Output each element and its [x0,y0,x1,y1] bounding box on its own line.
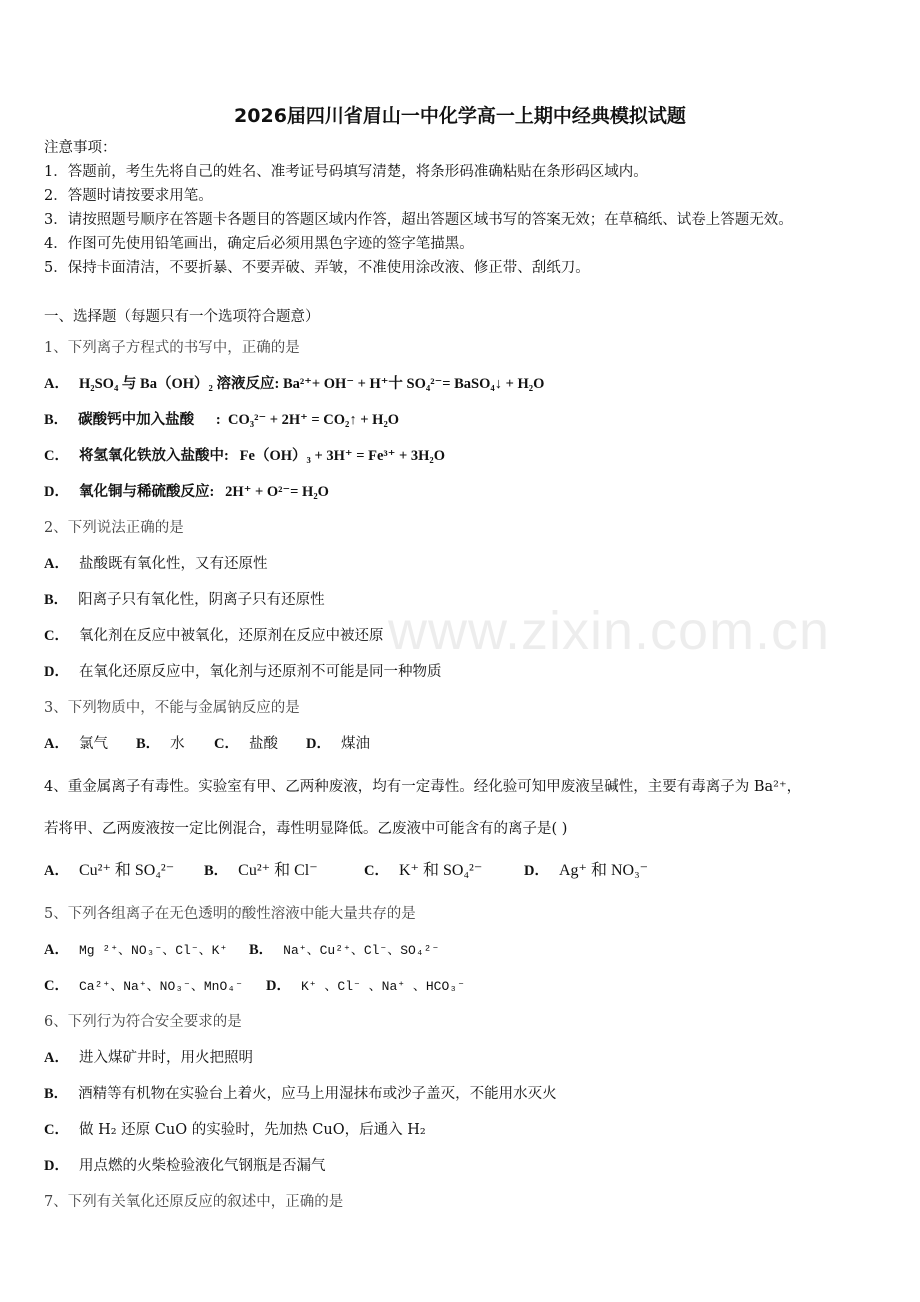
option-label: D． [306,736,331,752]
option-label: B． [44,412,69,428]
option-label: B． [44,1086,69,1102]
option-text: Na⁺、Cu²⁺、Cl⁻、SO₄²⁻ [283,943,440,958]
question-2-stem: 2、下列说法正确的是 [44,520,184,536]
page-title: 2026届四川省眉山一中化学高一上期中经典模拟试题 [234,105,686,127]
option-text: Cu²⁺ 和 SO₄²⁻ [78,862,175,879]
option-label: D． [44,664,69,680]
option-text: K⁺ 、Cl⁻ 、Na⁺ 、HCO₃⁻ [300,979,465,994]
option-label: C． [44,448,69,464]
question-2-option-c [44,626,383,646]
question-3-stem: 3、下列物质中，不能与金属钠反应的是 [44,700,300,716]
option-label: A． [44,863,69,879]
option-label: D． [44,484,69,500]
watermark: www.zixin.com.cn [388,601,831,661]
question-4-options [44,861,648,881]
option-text: Ag⁺ 和 NO₃⁻ [558,862,649,879]
option-text: Cu²⁺ 和 Cl⁻ [238,862,318,879]
option-text: 做 H₂ 还原 CuO 的实验时，先加热 CuO，后通入 H₂ [78,1122,426,1138]
question-4-stem-line2: 若将甲、乙两废液按一定比例混合，毒性明显降低。乙废液中可能含有的离子是( ) [44,821,568,837]
option-text: 将氢氧化铁放入盐酸中: Fe（OH）₃ + 3H⁺ = Fe³⁺ + 3H₂O [78,448,446,464]
option-text: 氧化剂在反应中被氧化，还原剂在反应中被还原 [78,628,384,644]
option-label: C． [364,863,389,879]
question-2-option-a [44,554,267,574]
option-label: D． [524,863,549,879]
option-text: 进入煤矿井时，用火把照明 [78,1050,253,1066]
option-label: C． [44,978,69,994]
question-1-option-c [44,446,445,466]
option-label: D． [266,978,291,994]
question-7-stem: 7、下列有关氧化还原反应的叙述中，正确的是 [44,1194,344,1210]
option-label: C． [44,628,69,644]
option-label: B． [44,592,69,608]
option-label: A． [44,376,69,392]
question-6-option-c [44,1120,426,1140]
option-text: 阳离子只有氧化性，阴离子只有还原性 [78,592,325,608]
option-label: B． [249,942,274,958]
option-label: D． [44,1158,69,1174]
option-text: Ca²⁺、Na⁺、NO₃⁻、MnO₄⁻ [78,979,243,994]
question-6-option-b [44,1084,557,1104]
option-text: H₂SO₄ 与 Ba（OH）₂ 溶液反应: Ba²⁺+ OH⁻ + H⁺十 SO₄²⁻= BaSO₄↓ + H₂O [78,376,545,392]
option-label: A． [44,942,69,958]
notice-item: 4．作图可先使用铅笔画出，确定后必须用黑色字迹的签字笔描黑。 [44,236,474,252]
option-text: 氧化铜与稀硫酸反应: 2H⁺ + O²⁻= H₂O [78,484,329,500]
option-text: Mg ²⁺、NO₃⁻、Cl⁻、K⁺ [78,943,228,958]
question-1-option-a [44,374,544,394]
question-6-stem: 6、下列行为符合安全要求的是 [44,1014,242,1030]
question-5-options-ab [44,940,439,961]
option-text: 酒精等有机物在实验台上着火，应马上用湿抹布或沙子盖灭，不能用水灭火 [78,1086,557,1102]
question-2-option-d [44,662,441,682]
option-text: 盐酸既有氧化性，又有还原性 [78,556,268,572]
notice-item: 2．答题时请按要求用笔。 [44,188,213,204]
question-1-stem: 1、下列离子方程式的书写中，正确的是 [44,340,300,356]
question-2-option-b [44,590,325,610]
question-1-option-d [44,482,329,502]
option-text: 在氧化还原反应中，氧化剂与还原剂不可能是同一种物质 [78,664,442,680]
option-label: A． [44,1050,69,1066]
notice-item: 1．答题前，考生先将自己的姓名、准考证号码填写清楚，将条形码准确粘贴在条形码区域内。 [44,164,648,180]
option-label: B． [136,736,161,752]
question-5-stem: 5、下列各组离子在无色透明的酸性溶液中能大量共存的是 [44,906,416,922]
option-text: 氯气 [78,736,108,752]
notice-item: 3．请按照题号顺序在答题卡各题目的答题区域内作答，超出答题区域书写的答案无效；在草稿纸、试卷上答题无效。 [44,212,793,228]
question-5-options-cd [44,976,465,997]
option-text: 盐酸 [248,736,278,752]
question-6-option-d [44,1156,325,1176]
option-label: A． [44,556,69,572]
notice-heading: 注意事项： [44,140,117,156]
option-text: 煤油 [340,736,370,752]
option-label: C． [44,1122,69,1138]
option-label: B． [204,863,229,879]
option-label: A． [44,736,69,752]
question-1-option-b [44,410,399,430]
question-3-options [44,734,370,754]
question-4-stem-line1: 4、重金属离子有毒性。实验室有甲、乙两种废液，均有一定毒性。经化验可知甲废液呈碱性，主要有毒离子为 Ba²⁺， [44,779,802,795]
option-label: C． [214,736,239,752]
option-text: K⁺ 和 SO₄²⁻ [398,862,483,879]
option-text: 水 [170,736,185,752]
option-text: 碳酸钙中加入盐酸 : CO₃²⁻ + 2H⁺ = CO₂↑ + H₂O [78,412,400,428]
notice-item: 5．保持卡面清洁，不要折暴、不要弄破、弄皱，不准使用涂改液、修正带、刮纸刀。 [44,260,590,276]
option-text: 用点燃的火柴检验液化气钢瓶是否漏气 [78,1158,326,1174]
section-heading: 一、选择题（每题只有一个选项符合题意） [44,309,320,325]
question-6-option-a [44,1048,253,1068]
